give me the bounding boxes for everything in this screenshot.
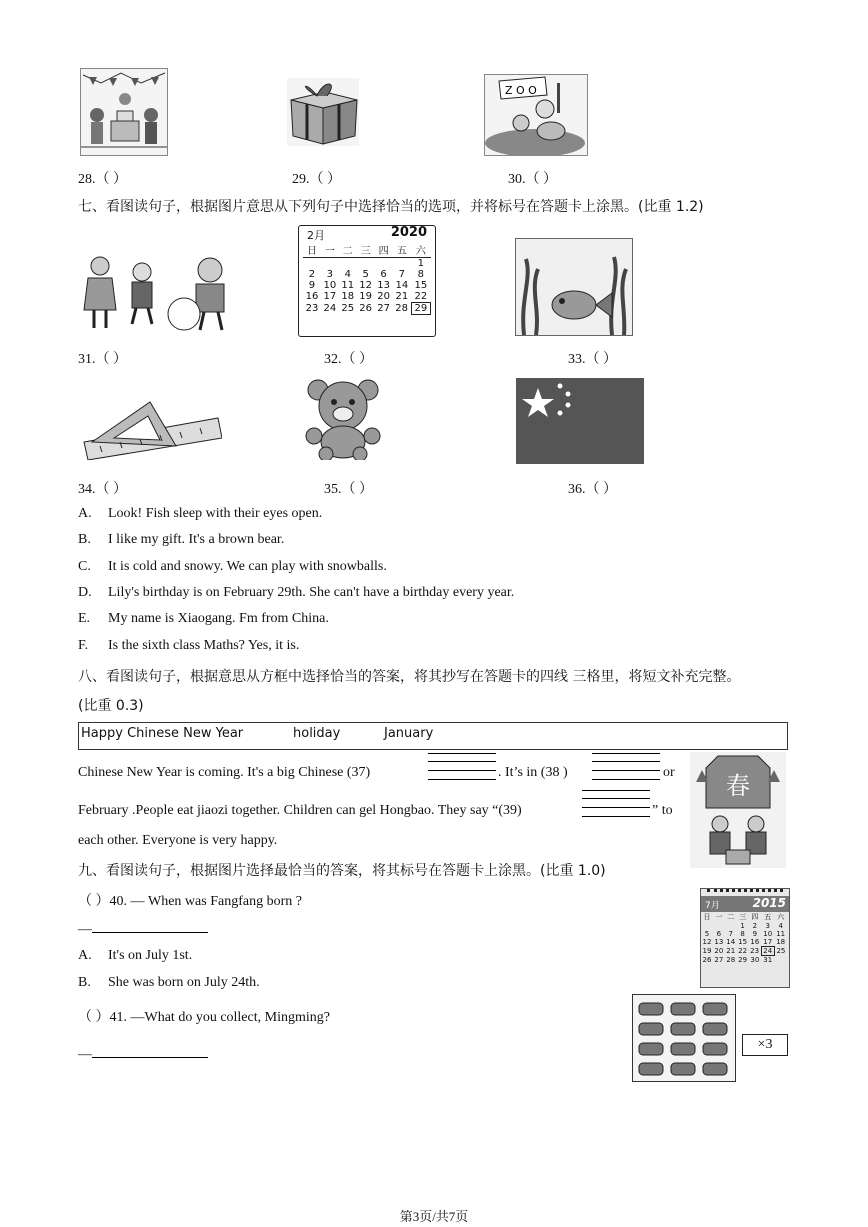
calendar-grid-2: 日 一 二 三 四 五 六 1 2 3 4 5 6 7 8 9 10 11 12 13 14 15 16 17 18 19 20 21 22 23 24 25 26 27 28 29 30 31 (702, 913, 786, 964)
option-a: A. Look! Fish sleep with their eyes open. (78, 506, 323, 521)
question-33-label: 33.（ ） (568, 352, 617, 367)
party-icon (81, 69, 167, 155)
passage-line-2b: ” to (652, 803, 673, 818)
question-40-option-a: A. It's on July 1st. (78, 948, 193, 963)
option-c: C. It is cold and snowy. We can play with snowballs. (78, 559, 387, 574)
zoo-sign-text: Z O O (505, 84, 537, 97)
option-d: D. Lily's birthday is on February 29th. She can't have a birthday every year. (78, 585, 515, 600)
calendar-grid: 日 一 二 三 四 五 六 1 2 3 4 5 6 7 8 9 10 11 12 13 14 15 16 17 18 19 20 21 22 23 24 25 26 27 28 29 (303, 242, 431, 315)
section-7-heading: 七、看图读句子，根据图片意思从下列句子中选择恰当的选项，并将标号在答题卡上涂黑。(比重 1.2) (78, 199, 704, 215)
party-picture (80, 68, 168, 156)
zoo-animals-icon (485, 75, 587, 155)
answer-38-lines (592, 753, 660, 780)
passage-line-1b: . It’s in (38 ) (498, 765, 568, 780)
flag-stars-icon (516, 378, 644, 464)
word-option-1: Happy Chinese New Year (81, 726, 244, 741)
option-e: E. My name is Xiaogang. Fm from China. (78, 611, 329, 626)
section-8-heading: 八、看图读句子，根据意思从方框中选择恰当的答案，将其抄写在答题卡的四线 三格里，将短文补充完整。 (78, 669, 741, 685)
new-year-picture (690, 752, 786, 868)
zoo-picture (484, 74, 588, 156)
calendar-year: 2020 (390, 225, 427, 240)
calendar-month-2: 7月 (705, 901, 720, 911)
february-2020-calendar (298, 225, 436, 337)
bear-picture (304, 378, 382, 460)
question-41: （ ）41. —What do you collect, Mingming? (78, 1010, 330, 1025)
circled-date-2: 24 (761, 947, 774, 956)
july-2015-calendar (700, 888, 790, 988)
passage-line-2a: February .People eat jiaozi together. Children can gel Hongbao. They say “(39) (78, 803, 522, 818)
fish-icon (516, 239, 632, 335)
section-9-heading: 九、看图读句子，根据图片选择最恰当的答案，将其标号在答题卡上涂黑。(比重 1.0) (78, 863, 606, 879)
option-f: F. Is the sixth class Maths? Yes, it is. (78, 638, 300, 653)
option-b: B. I like my gift. It's a brown bear. (78, 532, 285, 547)
passage-line-1a: Chinese New Year is coming. It's a big Chinese (37) (78, 765, 371, 780)
word-option-2: holiday (293, 726, 341, 741)
passage-line-3: each other. Everyone is very happy. (78, 833, 278, 848)
gift-picture (287, 78, 359, 146)
question-30-label: 30.（ ） (508, 172, 557, 187)
question-31-label: 31.（ ） (78, 352, 127, 367)
snow-children-picture (80, 248, 238, 332)
question-28-label: 28.（ ） (78, 172, 127, 187)
teddy-bear-icon (304, 378, 382, 460)
passage-line-1c: or (663, 765, 675, 780)
question-35-label: 35.（ ） (324, 482, 373, 497)
question-36-label: 36.（ ） (568, 482, 617, 497)
poster-character: 春 (726, 772, 750, 800)
times-three-box (742, 1034, 788, 1056)
question-40: （ ）40. — When was Fangfang born ? (78, 894, 302, 909)
china-flag-picture (516, 378, 644, 464)
question-40-option-b: B. She was born on July 24th. (78, 975, 260, 990)
ruler-picture (80, 398, 222, 460)
circled-date: 29 (411, 303, 430, 315)
toy-cars-picture (632, 994, 736, 1082)
word-box (78, 722, 788, 750)
calendar-month: 2月 (307, 229, 325, 242)
answer-39-lines (582, 790, 650, 817)
section-8-weight: (比重 0.3) (78, 698, 144, 714)
calendar-year-2: 2015 (752, 896, 786, 910)
new-year-couplet-icon (690, 752, 786, 868)
question-40-answer-line: — (78, 918, 208, 938)
toy-cars-icon (633, 995, 735, 1081)
gift-box-icon (287, 78, 359, 146)
set-square-ruler-icon (80, 398, 222, 460)
answer-37-lines (428, 753, 496, 780)
question-41-answer-line: — (78, 1043, 208, 1063)
snowball-children-icon (80, 248, 238, 332)
question-29-label: 29.（ ） (292, 172, 341, 187)
times-three-text: ×3 (757, 1037, 773, 1052)
page-footer: 第3页/共7页 (399, 1209, 469, 1224)
question-34-label: 34.（ ） (78, 482, 127, 497)
question-32-label: 32.（ ） (324, 352, 373, 367)
fish-picture (515, 238, 633, 336)
word-option-3: January (384, 726, 434, 741)
